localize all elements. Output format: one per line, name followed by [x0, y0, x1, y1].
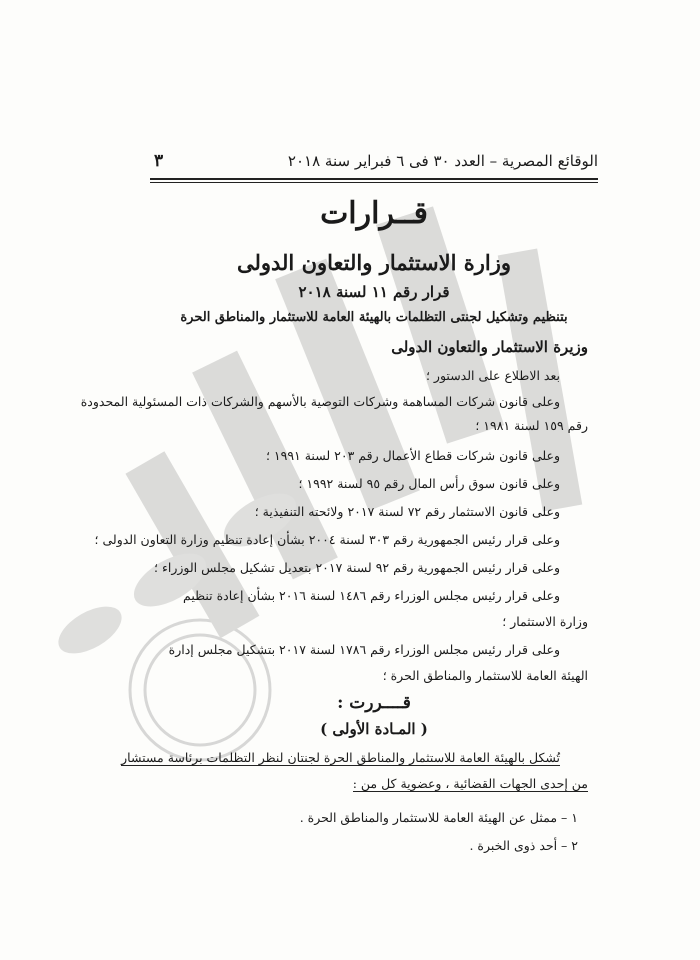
member-item: ١ – ممثل عن الهيئة العامة للاستثمار والمناطق الحرة .	[299, 810, 578, 825]
header-rule	[150, 178, 598, 180]
page-number: ٣	[154, 151, 164, 171]
preamble-line: الهيئة العامة للاستثمار والمناطق الحرة ؛	[382, 668, 588, 683]
article-text-span: تُشكل بالهيئة العامة للاستثمار والمناطق الحرة لجنتان لنظر التظلمات برئاسة مستشار	[121, 750, 560, 765]
section-title: قــرارات	[320, 196, 428, 231]
preamble-line: بعد الاطلاع على الدستور ؛	[425, 368, 560, 383]
preamble-line: وعلى قرار رئيس الجمهورية رقم ٩٢ لسنة ٢٠١٧ بتعديل تشكيل مجلس الوزراء ؛	[154, 560, 560, 575]
preamble-line: وعلى قانون الاستثمار رقم ٧٢ لسنة ٢٠١٧ ولائحته التنفيذية ؛	[254, 504, 560, 519]
decree-subject: بتنظيم وتشكيل لجنتى التظلمات بالهيئة العامة للاستثمار والمناطق الحرة	[180, 310, 568, 325]
article-text-line	[118, 748, 560, 768]
preamble-line: وعلى قانون شركات قطاع الأعمال رقم ٢٠٣ لسنة ١٩٩١ ؛	[265, 448, 560, 463]
header-rule-thin	[150, 182, 598, 183]
article-text-line	[118, 774, 588, 794]
preamble-line: وعلى قرار رئيس مجلس الوزراء رقم ١٤٨٦ لسنة ٢٠١٦ بشأن إعادة تنظيم	[183, 588, 560, 603]
running-title: الوقائع المصرية – العدد ٣٠ فى ٦ فبراير سنة ٢٠١٨	[287, 152, 598, 170]
preamble-line: رقم ١٥٩ لسنة ١٩٨١ ؛	[475, 418, 588, 433]
issuer-title: وزيرة الاستثمار والتعاون الدولى	[391, 338, 588, 356]
preamble-line: وزارة الاستثمار ؛	[502, 614, 588, 629]
decree-number: قرار رقم ١١ لسنة ٢٠١٨	[298, 283, 450, 301]
running-header	[150, 148, 598, 174]
preamble-line: وعلى قانون شركات المساهمة وشركات التوصية بالأسهم والشركات ذات المسئولية المحدودة	[80, 394, 560, 409]
article-text-span: من إحدى الجهات القضائية ، وعضوية كل من :	[352, 776, 588, 791]
ministry-title: وزارة الاستثمار والتعاون الدولى	[236, 250, 512, 275]
preamble-line: وعلى قانون سوق رأس المال رقم ٩٥ لسنة ١٩٩٢ ؛	[298, 476, 560, 491]
preamble-line: وعلى قرار رئيس الجمهورية رقم ٣٠٣ لسنة ٢٠٠٤ بشأن إعادة تنظيم وزارة التعاون الدولى ؛	[94, 532, 560, 547]
preamble-line: وعلى قرار رئيس مجلس الوزراء رقم ١٧٨٦ لسنة ٢٠١٧ بتشكيل مجلس إدارة	[168, 642, 560, 657]
decided-heading: قــــررت :	[337, 693, 411, 713]
member-item: ٢ – أحد ذوى الخبرة .	[469, 838, 578, 853]
article-title: ( المـادة الأولى )	[320, 720, 428, 738]
